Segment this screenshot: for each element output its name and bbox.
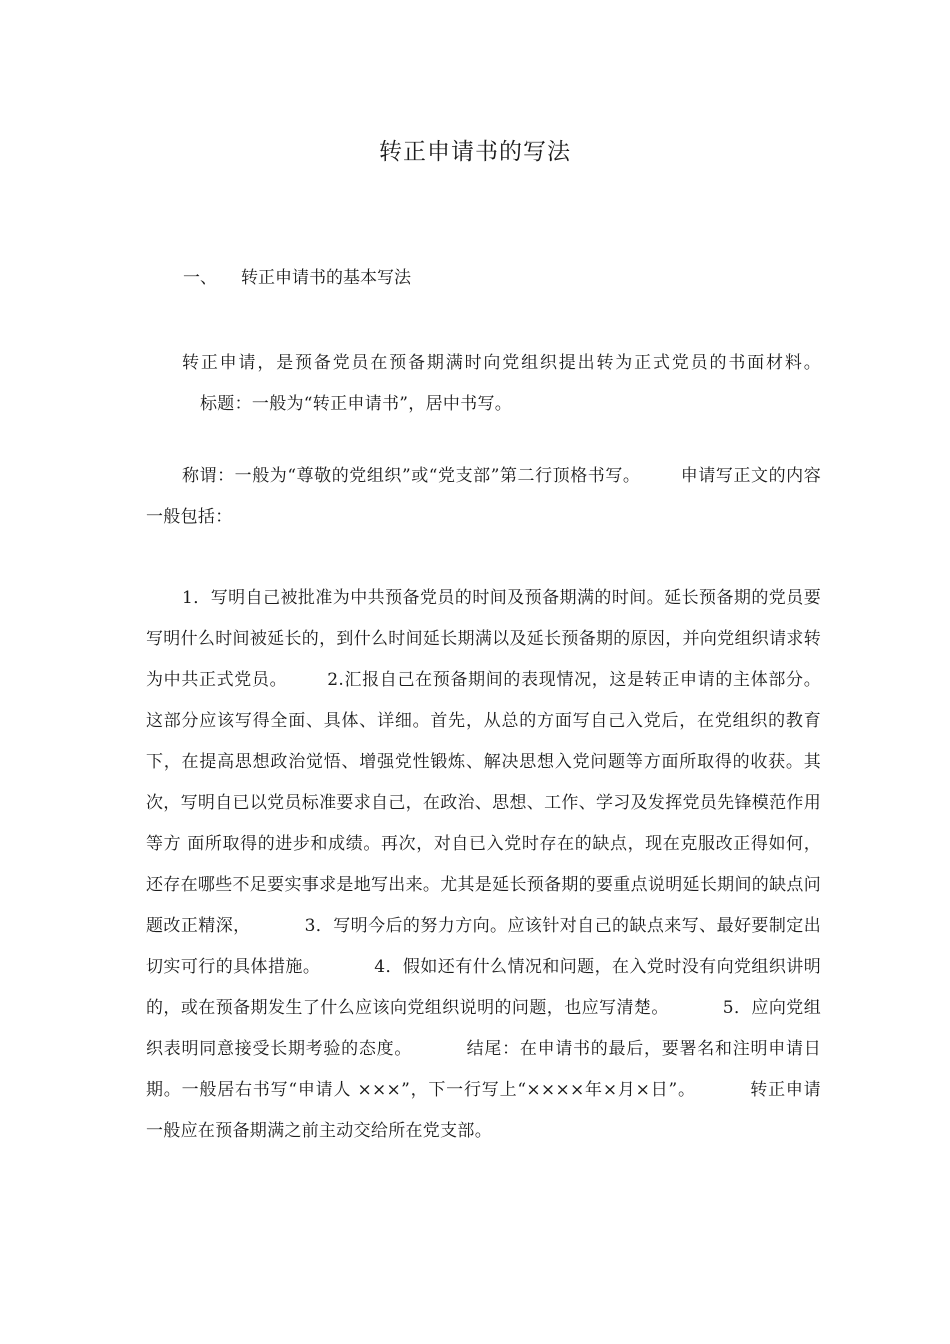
item-2-text: 2.汇报自己在预备期间的表现情况，这是转正申请的主体部分。这部分应该写得全面、具体、详细。首先，从总的方面写自己入党后，在党组织的教育下，在提高思想政治觉悟、增强党性锻炼、解决思想入党问题等方面所取得的收获。其次，写明自已以党员标准要求自己，在政治、思想、工作、学习及发挥党员先锋模范作用等方 面所取得的进步和成绩。再次，对自已入党时存在的缺点，现在克服改正得如何，还存在哪些不足要实事求是地写出来。尤其是延长预备期的要重点说明延长期间的缺点问题改正精深， — [146, 670, 821, 936]
item-1-text: 1．写明自己被批准为中共预备党员的时间及预备期满的时间。延长预备期的党员要写明什么时间被延长的，到什么时间延长期满以及延长预备期的原因，并向党组织请求转为中共正式党员。 — [146, 588, 821, 690]
section-number: 一、 — [183, 268, 217, 288]
salutation-text: 称谓：一般为“尊敬的党组织”或“党支部”第二行顶格书写。 — [182, 466, 641, 486]
body-intro-text: 申请写正文的内容一般包括： — [146, 466, 821, 527]
section-heading-text: 转正申请书的基本写法 — [241, 268, 411, 288]
section-heading — [183, 263, 411, 288]
paragraph-content-items — [146, 578, 821, 1152]
title-instruction-text: 标题：一般为“转正申请书”，居中书写。 — [200, 394, 513, 414]
item-3-text: 3．写明今后的努力方向。应该针对自己的缺点来写、最好要制定出切实可行的具体措施。 — [146, 916, 821, 977]
definition-text: 转正申请，是预备党员在预备期满时向党组织提出转为正式党员的书面材料。 — [182, 353, 821, 373]
submission-text: 转正申请一般应在预备期满之前主动交给所在党支部。 — [146, 1080, 821, 1141]
item-5-text: 5．应向党组织表明同意接受长期考验的态度。 — [146, 998, 821, 1059]
item-4-text: 4．假如还有什么情况和问题，在入党时没有向党组织讲明的，或在预备期发生了什么应该向党组织说明的问题，也应写清楚。 — [146, 957, 821, 1018]
closing-text: 结尾：在申请书的最后，要署名和注明申请日期。一般居右书写“申请人 ×××”，下一行写上“××××年×月×日”。 — [146, 1039, 822, 1100]
document-title: 转正申请书的写法 — [379, 139, 571, 165]
paragraph-definition — [146, 343, 821, 425]
paragraph-salutation — [146, 456, 821, 538]
